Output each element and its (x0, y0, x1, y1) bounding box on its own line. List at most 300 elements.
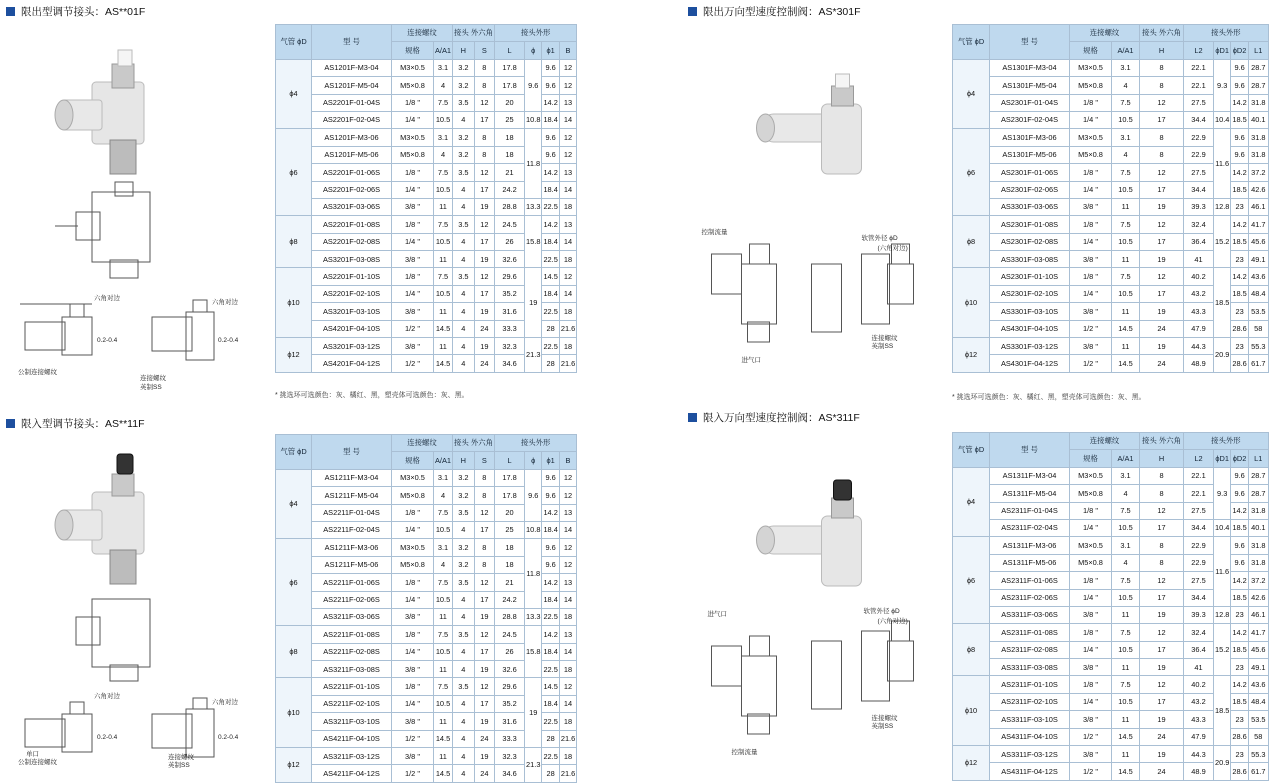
table-row (953, 519, 1269, 536)
b-cell: 12 (559, 59, 576, 76)
l1-cell: 61.7 (1248, 763, 1268, 780)
model-cell: AS2201F-02-10S (312, 285, 392, 302)
d1-cell: 12.8 (1214, 198, 1231, 215)
phi1-cell: 18.4 (542, 643, 559, 660)
l-cell: 33.3 (495, 320, 525, 337)
a-cell: 4 (434, 77, 453, 94)
l1-cell: 49.1 (1248, 659, 1268, 676)
table-row (276, 626, 577, 643)
d2-cell: 18.5 (1231, 519, 1248, 536)
a-cell: 11 (434, 608, 453, 625)
d1-cell: 20.9 (1214, 338, 1231, 373)
h-cell: 4 (453, 198, 475, 215)
l-cell: 18 (495, 556, 525, 573)
thread-cell: 3/8 " (1070, 746, 1112, 763)
model-cell: AS3201F-03-06S (312, 198, 392, 215)
d2-cell: 23 (1231, 659, 1248, 676)
b-cell: 18 (559, 608, 576, 625)
thread-cell: 1/8 " (1070, 624, 1112, 641)
a-cell: 7.5 (1112, 572, 1140, 589)
s-cell: 8 (474, 146, 494, 163)
label-pipe: 英制SS (140, 384, 162, 391)
dimension-drawing-right (152, 300, 214, 360)
phi1-cell: 18.4 (542, 591, 559, 608)
l-cell: 24.5 (495, 626, 525, 643)
b-cell: 14 (559, 111, 576, 128)
model-cell: AS3311F-03-06S (990, 606, 1070, 623)
label-hex-2: 六角对边 (212, 299, 238, 306)
s-cell: 19 (474, 303, 494, 320)
l1-cell: 41.7 (1248, 624, 1268, 641)
table-row (953, 59, 1269, 76)
l-cell: 24.5 (495, 216, 525, 233)
l2-cell: 27.5 (1184, 572, 1214, 589)
thread-cell: 3/8 " (392, 661, 434, 678)
header-a1: A/A1 (434, 42, 453, 59)
tube-size: ϕ4 (276, 469, 312, 539)
model-cell: AS2301F-01-10S (990, 268, 1070, 285)
l2-cell: 39.3 (1184, 198, 1214, 215)
a-cell: 4 (434, 556, 453, 573)
model-cell: AS1201F-M5-06 (312, 146, 392, 163)
model-cell: AS2211F-02-04S (312, 521, 392, 538)
d2-cell: 9.6 (1231, 537, 1248, 554)
table-row (953, 624, 1269, 641)
thread-cell: M3×0.5 (392, 129, 434, 146)
tube-size: ϕ12 (276, 748, 312, 783)
h-cell: 19 (1140, 251, 1184, 268)
l-cell: 18 (495, 146, 525, 163)
l2-cell: 40.2 (1184, 268, 1214, 285)
label-tube-od: 软管外径 ϕD (861, 235, 898, 242)
l1-cell: 41.7 (1248, 216, 1268, 233)
tube-size: ϕ6 (953, 129, 990, 216)
l-cell: 35.2 (495, 285, 525, 302)
d1-cell: 10.4 (1214, 111, 1231, 128)
h-cell: 12 (1140, 94, 1184, 111)
phi1-cell: 28 (542, 355, 559, 372)
model-cell: AS1211F-M3-04 (312, 469, 392, 486)
a-cell: 14.5 (1112, 355, 1140, 372)
b-cell: 18 (559, 251, 576, 268)
d2-cell: 14.2 (1231, 216, 1248, 233)
thread-cell: 3/8 " (392, 608, 434, 625)
h-cell: 19 (1140, 659, 1184, 676)
a-cell: 10.5 (434, 695, 453, 712)
a-cell: 11 (434, 198, 453, 215)
l-cell: 20 (495, 504, 525, 521)
phi-cell: 19 (525, 268, 542, 338)
l-cell: 29.6 (495, 268, 525, 285)
header-thread: 连接螺纹 (1070, 433, 1140, 450)
l2-cell: 48.9 (1184, 355, 1214, 372)
phi1-cell: 22.5 (542, 748, 559, 765)
label-single-port: 单口 (26, 751, 39, 758)
header-bullet-icon (688, 7, 697, 16)
model-cell: AS4211F-04-10S (312, 730, 392, 747)
model-cell: AS2311F-01-04S (990, 502, 1070, 519)
thread-cell: 3/8 " (1070, 251, 1112, 268)
b-cell: 18 (559, 338, 576, 355)
product-illustration (0, 22, 265, 392)
h-cell: 3.2 (453, 539, 475, 556)
l2-cell: 44.3 (1184, 338, 1214, 355)
l2-cell: 34.4 (1184, 111, 1214, 128)
model-cell: AS1301F-M5-06 (990, 146, 1070, 163)
phi-cell: 10.8 (525, 111, 542, 128)
a-cell: 7.5 (1112, 94, 1140, 111)
d2-cell: 9.6 (1231, 146, 1248, 163)
model-cell: AS3211F-03-08S (312, 661, 392, 678)
b-cell: 14 (559, 643, 576, 660)
d2-cell: 18.5 (1231, 233, 1248, 250)
table-row (276, 198, 577, 215)
section-header (688, 4, 861, 18)
tube-size: ϕ4 (276, 59, 312, 129)
model-cell: AS2311F-01-08S (990, 624, 1070, 641)
header-model: 型 号 (312, 435, 392, 470)
thread-cell: 1/8 " (1070, 502, 1112, 519)
thread-cell: 1/4 " (392, 111, 434, 128)
l1-cell: 42.6 (1248, 589, 1268, 606)
h-cell: 8 (1140, 485, 1184, 502)
h-cell: 3.5 (453, 626, 475, 643)
l2-cell: 22.9 (1184, 146, 1214, 163)
a-cell: 3.1 (434, 59, 453, 76)
s-cell: 19 (474, 198, 494, 215)
thread-cell: 3/8 " (1070, 338, 1112, 355)
spec-table (952, 24, 1269, 373)
l1-cell: 37.2 (1248, 572, 1268, 589)
h-cell: 3.2 (453, 129, 475, 146)
d2-cell: 18.5 (1231, 285, 1248, 302)
phi1-cell: 9.6 (542, 487, 559, 504)
h-cell: 3.2 (453, 487, 475, 504)
a-cell: 10.5 (434, 111, 453, 128)
s-cell: 17 (474, 233, 494, 250)
b-cell: 14 (559, 233, 576, 250)
thread-cell: 1/4 " (392, 285, 434, 302)
a-cell: 3.1 (1112, 59, 1140, 76)
model-cell: AS3301F-03-06S (990, 198, 1070, 215)
a-cell: 10.5 (1112, 693, 1140, 710)
header-h: H (1140, 450, 1184, 467)
header-row (276, 25, 577, 42)
tube-size: ϕ12 (276, 338, 312, 373)
d2-cell: 23 (1231, 711, 1248, 728)
d2-cell: 23 (1231, 303, 1248, 320)
model-cell: AS2311F-02-08S (990, 641, 1070, 658)
h-cell: 17 (1140, 693, 1184, 710)
a-cell: 7.5 (1112, 502, 1140, 519)
s-cell: 8 (474, 77, 494, 94)
thread-cell: 1/4 " (392, 181, 434, 198)
h-cell: 3.5 (453, 504, 475, 521)
l-cell: 31.6 (495, 713, 525, 730)
a-cell: 10.5 (434, 285, 453, 302)
d2-cell: 14.2 (1231, 164, 1248, 181)
d2-cell: 18.5 (1231, 181, 1248, 198)
b-cell: 21.6 (559, 765, 576, 782)
phi1-cell: 14.5 (542, 268, 559, 285)
h-cell: 24 (1140, 728, 1184, 745)
model-cell: AS2211F-01-08S (312, 626, 392, 643)
d1-cell: 11.6 (1214, 129, 1231, 199)
model-cell: AS1301F-M5-04 (990, 77, 1070, 94)
l-cell: 17.8 (495, 77, 525, 94)
phi1-cell: 14.2 (542, 94, 559, 111)
phi-cell: 15.8 (525, 626, 542, 678)
a-cell: 3.1 (1112, 537, 1140, 554)
label-range: 0.2-0.4 (97, 337, 118, 344)
thread-cell: 1/2 " (1070, 355, 1112, 372)
header-b: B (559, 452, 576, 469)
phi1-cell: 22.5 (542, 608, 559, 625)
h-cell: 4 (453, 661, 475, 678)
header-s: S (474, 42, 494, 59)
flow-diagram (712, 636, 777, 734)
b-cell: 21.6 (559, 320, 576, 337)
model-cell: AS3311F-03-12S (990, 746, 1070, 763)
s-cell: 19 (474, 608, 494, 625)
phi1-cell: 9.6 (542, 77, 559, 94)
dimension-drawing-left (20, 304, 92, 355)
section-title: 限入型调节接头：AS**11F (21, 417, 145, 430)
h-cell: 8 (1140, 77, 1184, 94)
a-cell: 7.5 (434, 164, 453, 181)
b-cell: 13 (559, 574, 576, 591)
l1-cell: 42.6 (1248, 181, 1268, 198)
s-cell: 17 (474, 521, 494, 538)
b-cell: 13 (559, 216, 576, 233)
header-phi1: ϕ1 (542, 452, 559, 469)
a-cell: 11 (434, 713, 453, 730)
thread-cell: 3/8 " (392, 198, 434, 215)
label-control-flow: 控制流量 (731, 749, 758, 756)
s-cell: 19 (474, 251, 494, 268)
b-cell: 12 (559, 487, 576, 504)
phi-cell: 10.8 (525, 521, 542, 538)
header-l: L (495, 452, 525, 469)
phi1-cell: 18.4 (542, 111, 559, 128)
a-cell: 10.5 (1112, 641, 1140, 658)
a-cell: 11 (1112, 338, 1140, 355)
spec-table (275, 434, 577, 783)
header-a1: A/A1 (1112, 42, 1140, 59)
header-hex: 接头 外六角 (453, 25, 495, 42)
d1-cell: 10.4 (1214, 519, 1231, 536)
h-cell: 24 (1140, 763, 1184, 780)
s-cell: 17 (474, 591, 494, 608)
h-cell: 17 (1140, 111, 1184, 128)
l1-cell: 31.8 (1248, 554, 1268, 571)
spec-table (275, 24, 577, 373)
phi-cell: 13.3 (525, 608, 542, 625)
thread-cell: 1/8 " (392, 626, 434, 643)
model-cell: AS4201F-04-10S (312, 320, 392, 337)
model-cell: AS1311F-M5-06 (990, 554, 1070, 571)
b-cell: 18 (559, 661, 576, 678)
a-cell: 10.5 (1112, 285, 1140, 302)
model-cell: AS3211F-03-10S (312, 713, 392, 730)
d2-cell: 18.5 (1231, 641, 1248, 658)
label-pipe: 英制SS (871, 723, 894, 730)
a-cell: 7.5 (434, 626, 453, 643)
phi1-cell: 18.4 (542, 233, 559, 250)
model-cell: AS1211F-M5-04 (312, 487, 392, 504)
phi-cell: 9.6 (525, 469, 542, 521)
header-phi: ϕ (525, 42, 542, 59)
phi1-cell: 9.6 (542, 469, 559, 486)
d2-cell: 14.2 (1231, 572, 1248, 589)
thread-cell: 1/2 " (392, 320, 434, 337)
table-row (953, 216, 1269, 233)
h-cell: 4 (453, 181, 475, 198)
l2-cell: 43.3 (1184, 303, 1214, 320)
l-cell: 26 (495, 643, 525, 660)
a-cell: 14.5 (1112, 320, 1140, 337)
d2-cell: 14.2 (1231, 676, 1248, 693)
thread-cell: 1/8 " (392, 164, 434, 181)
section-title: 限出万向型速度控制阀：AS*301F (703, 5, 861, 18)
l1-cell: 37.2 (1248, 164, 1268, 181)
table-row (276, 216, 577, 233)
h-cell: 8 (1140, 554, 1184, 571)
a-cell: 11 (1112, 746, 1140, 763)
h-cell: 4 (453, 355, 475, 372)
thread-cell: 1/8 " (392, 574, 434, 591)
d2-cell: 28.6 (1231, 763, 1248, 780)
dimension-drawing-left (25, 702, 92, 752)
a-cell: 14.5 (1112, 763, 1140, 780)
thread-cell: 1/2 " (1070, 320, 1112, 337)
model-cell: AS1311F-M5-04 (990, 485, 1070, 502)
model-cell: AS3211F-03-12S (312, 748, 392, 765)
thread-cell: 1/8 " (392, 216, 434, 233)
l-cell: 32.3 (495, 748, 525, 765)
a-cell: 11 (1112, 606, 1140, 623)
h-cell: 3.2 (453, 77, 475, 94)
label-pipe: 英制SS (168, 762, 190, 769)
d1-cell: 15.2 (1214, 624, 1231, 676)
label-thread: 连接螺纹 (871, 335, 898, 342)
thread-cell: M5×0.8 (392, 487, 434, 504)
thread-cell: 3/8 " (1070, 659, 1112, 676)
b-cell: 12 (559, 268, 576, 285)
l-cell: 24.2 (495, 181, 525, 198)
a-cell: 10.5 (434, 233, 453, 250)
label-pipe: 英制SS (871, 343, 894, 350)
a-cell: 11 (1112, 711, 1140, 728)
dimension-drawing (812, 244, 914, 332)
phi-cell: 19 (525, 678, 542, 748)
s-cell: 17 (474, 695, 494, 712)
table-row (276, 59, 577, 76)
l-cell: 33.3 (495, 730, 525, 747)
thread-cell: 1/2 " (392, 355, 434, 372)
model-cell: AS4201F-04-12S (312, 355, 392, 372)
tube-size: ϕ6 (276, 129, 312, 216)
a-cell: 7.5 (1112, 268, 1140, 285)
s-cell: 12 (474, 574, 494, 591)
h-cell: 4 (453, 338, 475, 355)
b-cell: 13 (559, 626, 576, 643)
s-cell: 12 (474, 268, 494, 285)
a-cell: 7.5 (1112, 676, 1140, 693)
dimension-drawing (812, 621, 914, 709)
d2-cell: 18.5 (1231, 693, 1248, 710)
model-cell: AS2311F-01-06S (990, 572, 1070, 589)
d2-cell: 18.5 (1231, 111, 1248, 128)
l1-cell: 55.3 (1248, 338, 1268, 355)
s-cell: 17 (474, 111, 494, 128)
d2-cell: 23 (1231, 251, 1248, 268)
s-cell: 8 (474, 129, 494, 146)
s-cell: 17 (474, 285, 494, 302)
phi1-cell: 9.6 (542, 59, 559, 76)
header-tube: 气管 ϕD (276, 435, 312, 470)
thread-cell: 1/8 " (392, 94, 434, 111)
h-cell: 3.2 (453, 556, 475, 573)
header-pd1: ϕD1 (1214, 42, 1231, 59)
header-l1: L1 (1248, 42, 1268, 59)
h-cell: 19 (1140, 303, 1184, 320)
thread-cell: 1/2 " (1070, 763, 1112, 780)
d2-cell: 9.6 (1231, 467, 1248, 484)
l1-cell: 46.1 (1248, 198, 1268, 215)
l-cell: 18 (495, 129, 525, 146)
h-cell: 19 (1140, 711, 1184, 728)
b-cell: 21.6 (559, 730, 576, 747)
model-cell: AS2211F-01-06S (312, 574, 392, 591)
b-cell: 14 (559, 521, 576, 538)
phi-cell: 13.3 (525, 198, 542, 215)
a-cell: 10.5 (1112, 111, 1140, 128)
s-cell: 24 (474, 320, 494, 337)
a-cell: 14.5 (434, 355, 453, 372)
l2-cell: 36.4 (1184, 641, 1214, 658)
h-cell: 8 (1140, 146, 1184, 163)
label-hex-2: 六角对边 (212, 699, 238, 706)
thread-cell: M5×0.8 (1070, 146, 1112, 163)
thread-cell: 1/4 " (1070, 693, 1112, 710)
h-cell: 4 (453, 643, 475, 660)
section-header (688, 410, 860, 424)
l2-cell: 40.2 (1184, 676, 1214, 693)
s-cell: 24 (474, 765, 494, 782)
l-cell: 31.6 (495, 303, 525, 320)
l1-cell: 28.7 (1248, 467, 1268, 484)
model-cell: AS2201F-02-08S (312, 233, 392, 250)
thread-cell: M3×0.5 (392, 59, 434, 76)
h-cell: 17 (1140, 285, 1184, 302)
l2-cell: 22.1 (1184, 59, 1214, 76)
h-cell: 17 (1140, 233, 1184, 250)
table-row (276, 129, 577, 146)
tube-size: ϕ8 (276, 626, 312, 678)
thread-cell: 3/8 " (392, 338, 434, 355)
a-cell: 10.5 (434, 181, 453, 198)
l1-cell: 58 (1248, 728, 1268, 745)
d2-cell: 9.6 (1231, 59, 1248, 76)
header-a1: A/A1 (1112, 450, 1140, 467)
product-illustration (694, 466, 959, 756)
h-cell: 4 (453, 521, 475, 538)
table-row (276, 469, 577, 486)
l-cell: 25 (495, 111, 525, 128)
phi1-cell: 22.5 (542, 198, 559, 215)
b-cell: 12 (559, 469, 576, 486)
